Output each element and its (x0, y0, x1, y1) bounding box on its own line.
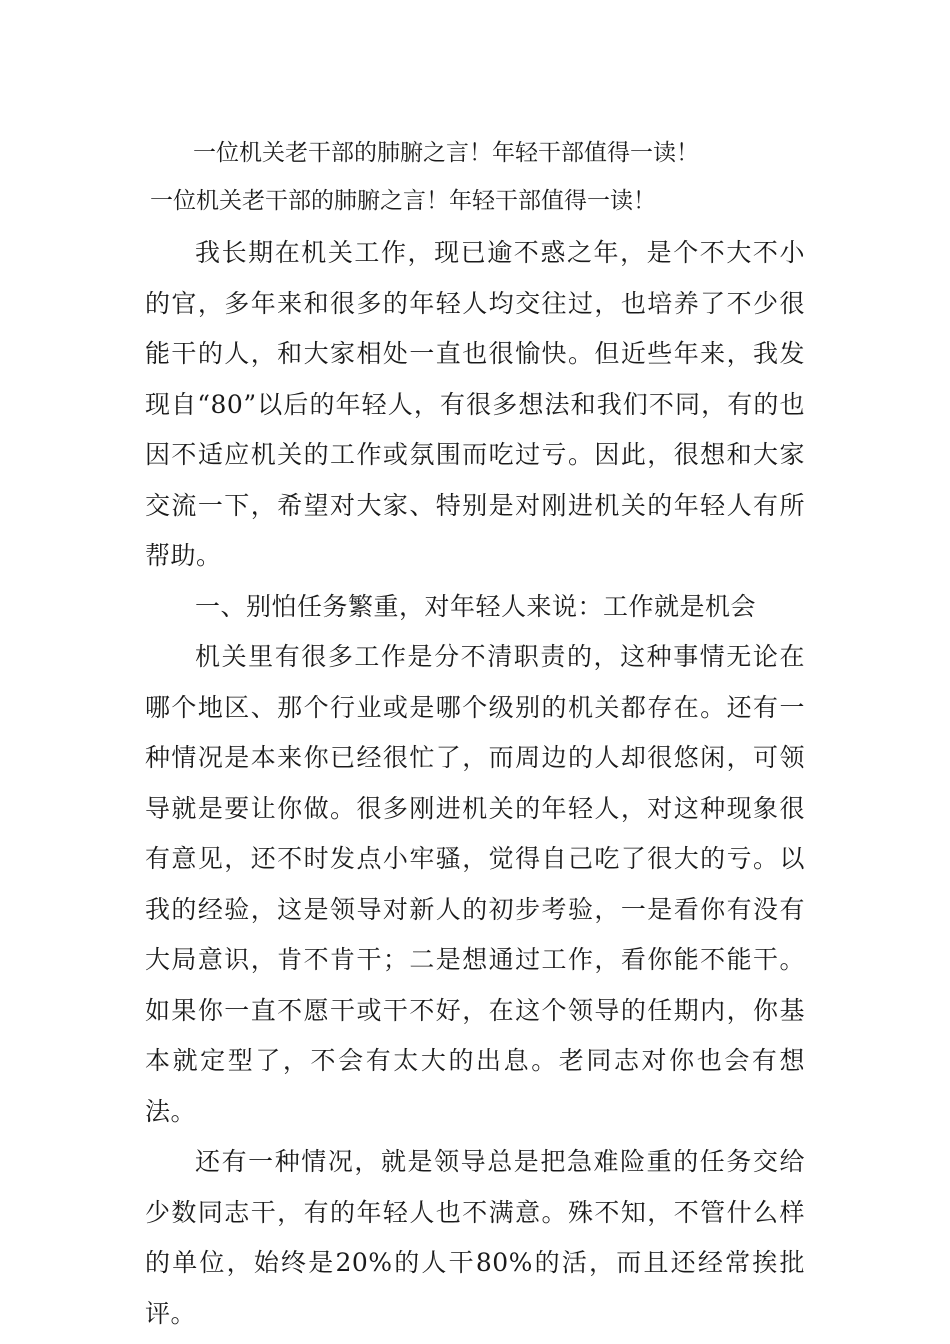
document-body (145, 228, 805, 1339)
paragraph-section-1-continued: 还有一种情况，就是领导总是把急难险重的任务交给少数同志干，有的年轻人也不满意。殊不知，不管什么样的单位，始终是20%的人干80%的活，而且还经常挨批评。 (145, 1147, 805, 1328)
paragraph-section-1: 机关里有很多工作是分不清职责的，这种事情无论在哪个地区、那个行业或是哪个级别的机关都存在。还有一种情况是本来你已经很忙了，而周边的人却很悠闲，可领导就是要让你做。很多刚进机关的年轻人，对这种现象很有意见，还不时发点小牢骚，觉得自己吃了很大的亏。以我的经验，这是领导对新人的初步考验，一是看你有没有大局意识，肯不肯干；二是想通过工作，看你能不能干。如果你一直不愿干或干不好，在这个领导的任期内，你基本就定型了，不会有太大的出息。老同志对你也会有想法。 (145, 642, 805, 1126)
section-heading-1: 一、别怕任务繁重，对年轻人来说：工作就是机会 (195, 591, 757, 621)
document-title-line-1: 一位机关老干部的肺腑之言！年轻干部值得一读！ (193, 140, 699, 166)
paragraph-intro: 我长期在机关工作，现已逾不惑之年，是个不大不小的官，多年来和很多的年轻人均交往过，也培养了不少很能干的人，和大家相处一直也很愉快。但近些年来，我发现自“80”以后的年轻人，有很多想法和我们不同，有的也因不适应机关的工作或氛围而吃过亏。因此，很想和大家交流一下，希望对大家、特别是对刚进机关的年轻人有所帮助。 (145, 238, 805, 570)
document-title-line-2: 一位机关老干部的肺腑之言！年轻干部值得一读！ (150, 188, 656, 214)
